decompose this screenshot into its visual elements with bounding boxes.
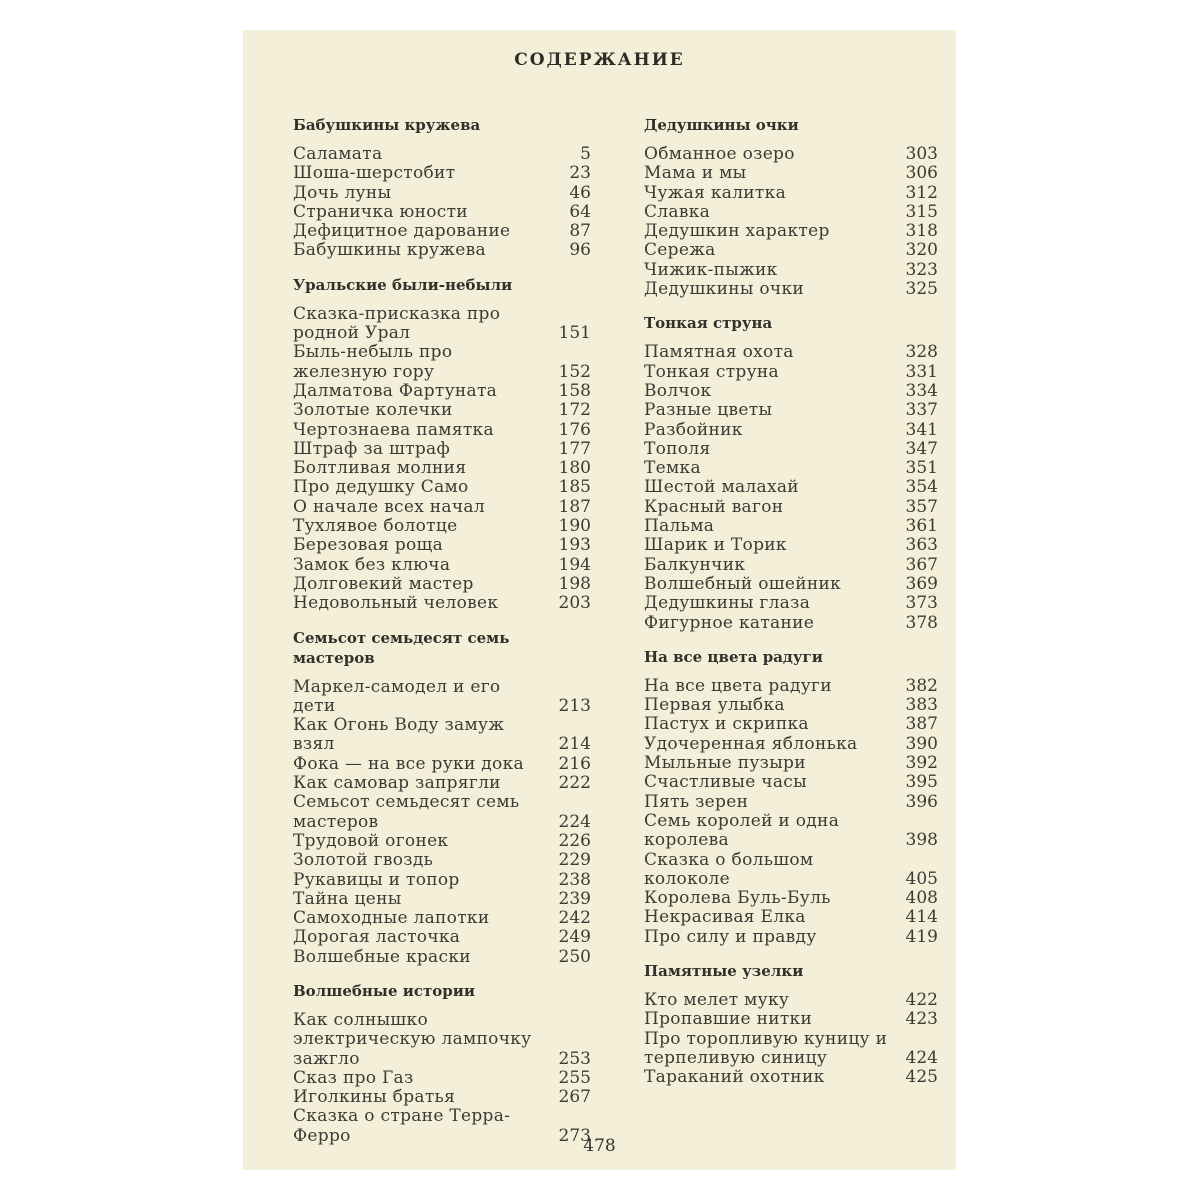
entry-title: Кто мелет муку [644, 989, 790, 1010]
toc-entry [293, 774, 591, 793]
toc-entry [293, 556, 591, 575]
entry-page: 387 [905, 714, 938, 735]
entry-title: Дефицитное дарование [293, 221, 511, 242]
section-title: Уральские были-небыли [293, 275, 513, 294]
toc-entry [293, 536, 591, 555]
entry-title: Долговекий мастер [293, 573, 474, 594]
entry-page: 341 [905, 419, 938, 440]
toc-section [293, 275, 591, 614]
entry-page: 214 [558, 734, 591, 755]
toc-entry [293, 716, 591, 755]
entry-page: 369 [905, 573, 938, 594]
toc-entry [644, 222, 938, 241]
toc-section [644, 115, 938, 299]
entry-title: Семь королей и одна королева [644, 810, 840, 851]
toc-entry [293, 832, 591, 851]
toc-entry [644, 363, 938, 382]
toc-section [644, 961, 938, 1087]
entry-title: Пять зерен [644, 791, 749, 812]
toc-entry [644, 498, 938, 517]
toc-entry [293, 401, 591, 420]
page-heading: СОДЕРЖАНИЕ [514, 50, 685, 70]
entry-title: Красный вагон [644, 496, 784, 517]
toc-entry [644, 754, 938, 773]
toc-entry [293, 517, 591, 536]
entry-title: Семьсот семьдесят семь мастеров [293, 792, 520, 832]
entry-title: Сережа [644, 240, 716, 261]
toc-entry [644, 696, 938, 715]
toc-entry [644, 991, 938, 1010]
section-title: Волшебные истории [293, 981, 476, 1000]
entry-title: Дорогая ласточка [293, 927, 461, 948]
entry-page: 382 [905, 675, 938, 696]
entry-title: Памятная охота [644, 342, 794, 363]
toc-entry [293, 678, 591, 717]
entry-page: 395 [905, 772, 938, 793]
toc-entry [644, 280, 938, 299]
entry-title: Далматова Фартуната [293, 380, 498, 401]
entry-title: Мама и мы [644, 163, 747, 184]
entry-page: 177 [558, 438, 591, 459]
toc-entry [644, 164, 938, 183]
toc-section [644, 313, 938, 632]
toc-entry [293, 305, 591, 344]
entry-title: Трудовой огонек [293, 830, 449, 851]
toc-entry [293, 594, 591, 613]
section-title: Памятные узелки [644, 961, 804, 980]
toc-entry [644, 928, 938, 947]
entry-page: 152 [558, 361, 591, 382]
entry-title: Балкунчик [644, 554, 746, 575]
entry-page: 273 [558, 1125, 591, 1146]
toc-section [293, 115, 591, 261]
entry-page: 87 [569, 221, 591, 242]
toc-entry [293, 575, 591, 594]
entry-page: 325 [905, 279, 938, 300]
entry-title: Пастух и скрипка [644, 714, 809, 735]
toc-column-left [293, 115, 591, 1160]
entry-page: 425 [905, 1067, 938, 1088]
entry-page: 238 [558, 869, 591, 890]
entry-title: Дедушкины глаза [644, 593, 811, 614]
entry-page: 383 [905, 695, 938, 716]
toc-entry [293, 184, 591, 203]
entry-title: Обманное озеро [644, 144, 795, 164]
entry-page: 151 [558, 323, 591, 344]
entry-page: 405 [905, 868, 938, 889]
entry-page: 193 [558, 535, 591, 556]
entry-title: Дочь луны [293, 182, 392, 203]
toc-entry [644, 793, 938, 812]
entry-title: Страничка юности [293, 201, 468, 222]
entry-page: 392 [905, 753, 938, 774]
entry-page: 176 [558, 419, 591, 440]
entry-title: Как солнышко электрическую лампочку зажгло [293, 1009, 532, 1069]
entry-title: Королева Буль-Буль [644, 888, 831, 909]
toc-entry [644, 851, 938, 890]
entry-title: Замок без ключа [293, 554, 451, 575]
entry-title: Как Огонь Воду замуж взял [293, 715, 505, 755]
entry-title: Про дедушку Само [293, 477, 469, 498]
entry-page: 398 [905, 830, 938, 851]
entry-title: Шестой малахай [644, 477, 799, 498]
entry-page: 229 [558, 850, 591, 871]
entry-page: 378 [905, 612, 938, 633]
entry-title: Разные цветы [644, 400, 773, 421]
entry-title: Золотые колечки [293, 400, 453, 421]
entry-title: Тонкая струна [644, 361, 779, 382]
section-title: Дедушкины очки [644, 116, 799, 134]
toc-entry [644, 677, 938, 696]
entry-page: 239 [558, 888, 591, 909]
toc-entry [644, 184, 938, 203]
entry-title: Чертознаева памятка [293, 419, 494, 440]
entry-page: 367 [905, 554, 938, 575]
toc-entry [644, 343, 938, 362]
toc-entry [293, 382, 591, 401]
toc-entry [293, 890, 591, 909]
toc-entry [293, 440, 591, 459]
toc-entry [293, 164, 591, 183]
entry-title: На все цвета радуги [644, 675, 832, 696]
entry-title: Быль-небыль про железную гору [293, 342, 453, 382]
entry-page: 351 [905, 458, 938, 479]
entry-title: Рукавицы и топор [293, 869, 460, 890]
toc-entry [293, 871, 591, 890]
toc-entry [293, 498, 591, 517]
entry-title: Пропавшие нитки [644, 1009, 813, 1030]
toc-entry [644, 517, 938, 536]
toc-entry [644, 812, 938, 851]
entry-page: 216 [558, 753, 591, 774]
entry-page: 312 [905, 182, 938, 203]
entry-page: 226 [558, 830, 591, 851]
entry-page: 323 [905, 259, 938, 280]
toc-entry [293, 145, 591, 164]
entry-page: 96 [569, 240, 591, 261]
entry-page: 424 [905, 1047, 938, 1068]
toc-entry [644, 908, 938, 927]
page-number: 478 [583, 1136, 616, 1156]
entry-title: Маркел-самодел и его дети [293, 676, 501, 716]
toc-entry [644, 1010, 938, 1029]
entry-title: Волчок [644, 380, 712, 401]
toc-entry [644, 440, 938, 459]
entry-title: Тайна цены [293, 888, 402, 909]
entry-page: 253 [558, 1048, 591, 1069]
entry-page: 249 [558, 927, 591, 948]
toc-section [293, 628, 591, 967]
toc-column-right [644, 115, 938, 1101]
entry-page: 158 [558, 380, 591, 401]
entry-title: О начале всех начал [293, 496, 485, 517]
entry-page: 250 [558, 946, 591, 967]
entry-page: 303 [905, 144, 938, 164]
toc-entry [644, 594, 938, 613]
entry-title: Бабушкины кружева [293, 240, 486, 261]
toc-entry [293, 222, 591, 241]
entry-page: 194 [558, 554, 591, 575]
entry-page: 198 [558, 573, 591, 594]
entry-title: Золотой гвоздь [293, 850, 434, 871]
entry-page: 354 [905, 477, 938, 498]
toc-entry [293, 755, 591, 774]
entry-page: 255 [558, 1067, 591, 1088]
entry-page: 315 [905, 201, 938, 222]
entry-page: 23 [569, 163, 591, 184]
entry-title: Сказ про Газ [293, 1067, 414, 1088]
entry-title: Сказка-присказка про родной Урал [293, 303, 501, 344]
entry-title: Тополя [644, 438, 711, 459]
toc-entry [644, 715, 938, 734]
entry-title: Штраф за штраф [293, 438, 451, 459]
entry-title: Волшебный ошейник [644, 573, 842, 594]
toc-entry [644, 614, 938, 633]
toc-entry [293, 793, 591, 832]
entry-page: 357 [905, 496, 938, 517]
toc-entry [644, 145, 938, 164]
toc-entry [293, 459, 591, 478]
toc-entry [644, 203, 938, 222]
toc-entry [644, 1030, 938, 1069]
entry-title: Первая улыбка [644, 695, 785, 716]
entry-page: 64 [569, 201, 591, 222]
entry-title: Чижик-пыжик [644, 259, 778, 280]
toc-entry [644, 261, 938, 280]
toc-entry [293, 948, 591, 967]
entry-title: Самоходные лапотки [293, 908, 490, 929]
entry-title: Сказка о большом колоколе [644, 849, 814, 889]
toc-entry [644, 556, 938, 575]
toc-section [293, 981, 591, 1146]
toc-entry [644, 536, 938, 555]
entry-title: Иголкины братья [293, 1087, 456, 1108]
entry-title: Пальма [644, 516, 715, 537]
entry-page: 331 [905, 361, 938, 382]
toc-entry [293, 1011, 591, 1069]
entry-page: 396 [905, 791, 938, 812]
toc-entry [644, 382, 938, 401]
entry-title: Тараканий охотник [644, 1067, 825, 1088]
section-title: Тонкая струна [644, 314, 773, 333]
entry-page: 203 [558, 593, 591, 614]
entry-title: Саламата [293, 144, 383, 164]
toc-entry [644, 575, 938, 594]
entry-title: Темка [644, 458, 701, 479]
section-title: Бабушкины кружева [293, 116, 481, 134]
entry-title: Мыльные пузыри [644, 753, 806, 774]
entry-title: Тухлявое болотце [293, 516, 458, 537]
section-title: На все цвета радуги [644, 647, 823, 666]
entry-page: 180 [558, 458, 591, 479]
entry-page: 242 [558, 908, 591, 929]
entry-page: 423 [905, 1009, 938, 1030]
entry-page: 422 [905, 989, 938, 1010]
entry-page: 185 [558, 477, 591, 498]
entry-page: 190 [558, 516, 591, 537]
entry-title: Как самовар запрягли [293, 773, 501, 794]
entry-title: Про силу и правду [644, 926, 817, 947]
entry-title: Счастливые часы [644, 772, 807, 793]
entry-title: Сказка о стране Терра-Ферро [293, 1106, 511, 1146]
toc-entry [644, 1068, 938, 1087]
entry-page: 363 [905, 535, 938, 556]
entry-title: Недовольный человек [293, 593, 499, 614]
toc-entry [644, 773, 938, 792]
entry-title: Дедушкин характер [644, 221, 830, 242]
toc-entry [293, 478, 591, 497]
entry-page: 320 [905, 240, 938, 261]
entry-page: 408 [905, 888, 938, 909]
toc-entry [644, 421, 938, 440]
entry-title: Удочеренная яблонька [644, 733, 858, 754]
entry-title: Шарик и Торик [644, 535, 787, 556]
entry-title: Про торопливую куницу и терпеливую синицу [644, 1028, 888, 1068]
toc-entry [644, 401, 938, 420]
entry-page: 347 [905, 438, 938, 459]
toc-entry [293, 909, 591, 928]
entry-page: 306 [905, 163, 938, 184]
entry-title: Дедушкины очки [644, 279, 805, 300]
entry-page: 222 [558, 773, 591, 794]
entry-title: Волшебные краски [293, 946, 471, 967]
entry-page: 419 [905, 926, 938, 947]
entry-page: 334 [905, 380, 938, 401]
entry-page: 172 [558, 400, 591, 421]
entry-title: Фигурное катание [644, 612, 815, 633]
entry-title: Фока — на все руки дока [293, 753, 524, 774]
toc-entry [644, 459, 938, 478]
toc-entry [293, 1088, 591, 1107]
toc-section [644, 647, 938, 947]
entry-page: 328 [905, 342, 938, 363]
entry-page: 318 [905, 221, 938, 242]
book-page [243, 30, 956, 1170]
section-title: Семьсот семьдесят семь мастеров [293, 628, 510, 667]
entry-title: Некрасивая Елка [644, 907, 806, 928]
entry-page: 267 [558, 1087, 591, 1108]
entry-title: Славка [644, 201, 711, 222]
entry-title: Шоша-шерстобит [293, 163, 456, 184]
toc-entry [293, 421, 591, 440]
entry-page: 46 [569, 182, 591, 203]
toc-entry [293, 203, 591, 222]
toc-entry [293, 343, 591, 382]
toc-entry [644, 735, 938, 754]
toc-entry [293, 241, 591, 260]
entry-title: Разбойник [644, 419, 743, 440]
entry-page: 337 [905, 400, 938, 421]
entry-page: 361 [905, 516, 938, 537]
entry-page: 5 [580, 144, 591, 164]
toc-entry [293, 1069, 591, 1088]
entry-page: 187 [558, 496, 591, 517]
toc-entry [644, 241, 938, 260]
entry-page: 414 [905, 907, 938, 928]
entry-page: 390 [905, 733, 938, 754]
entry-page: 373 [905, 593, 938, 614]
entry-title: Болтливая молния [293, 458, 467, 479]
entry-title: Березовая роща [293, 535, 444, 556]
toc-entry [293, 928, 591, 947]
toc-entry [644, 478, 938, 497]
entry-title: Чужая калитка [644, 182, 786, 203]
entry-page: 224 [558, 811, 591, 832]
entry-page: 213 [558, 695, 591, 716]
toc-entry [293, 851, 591, 870]
toc-entry [644, 889, 938, 908]
